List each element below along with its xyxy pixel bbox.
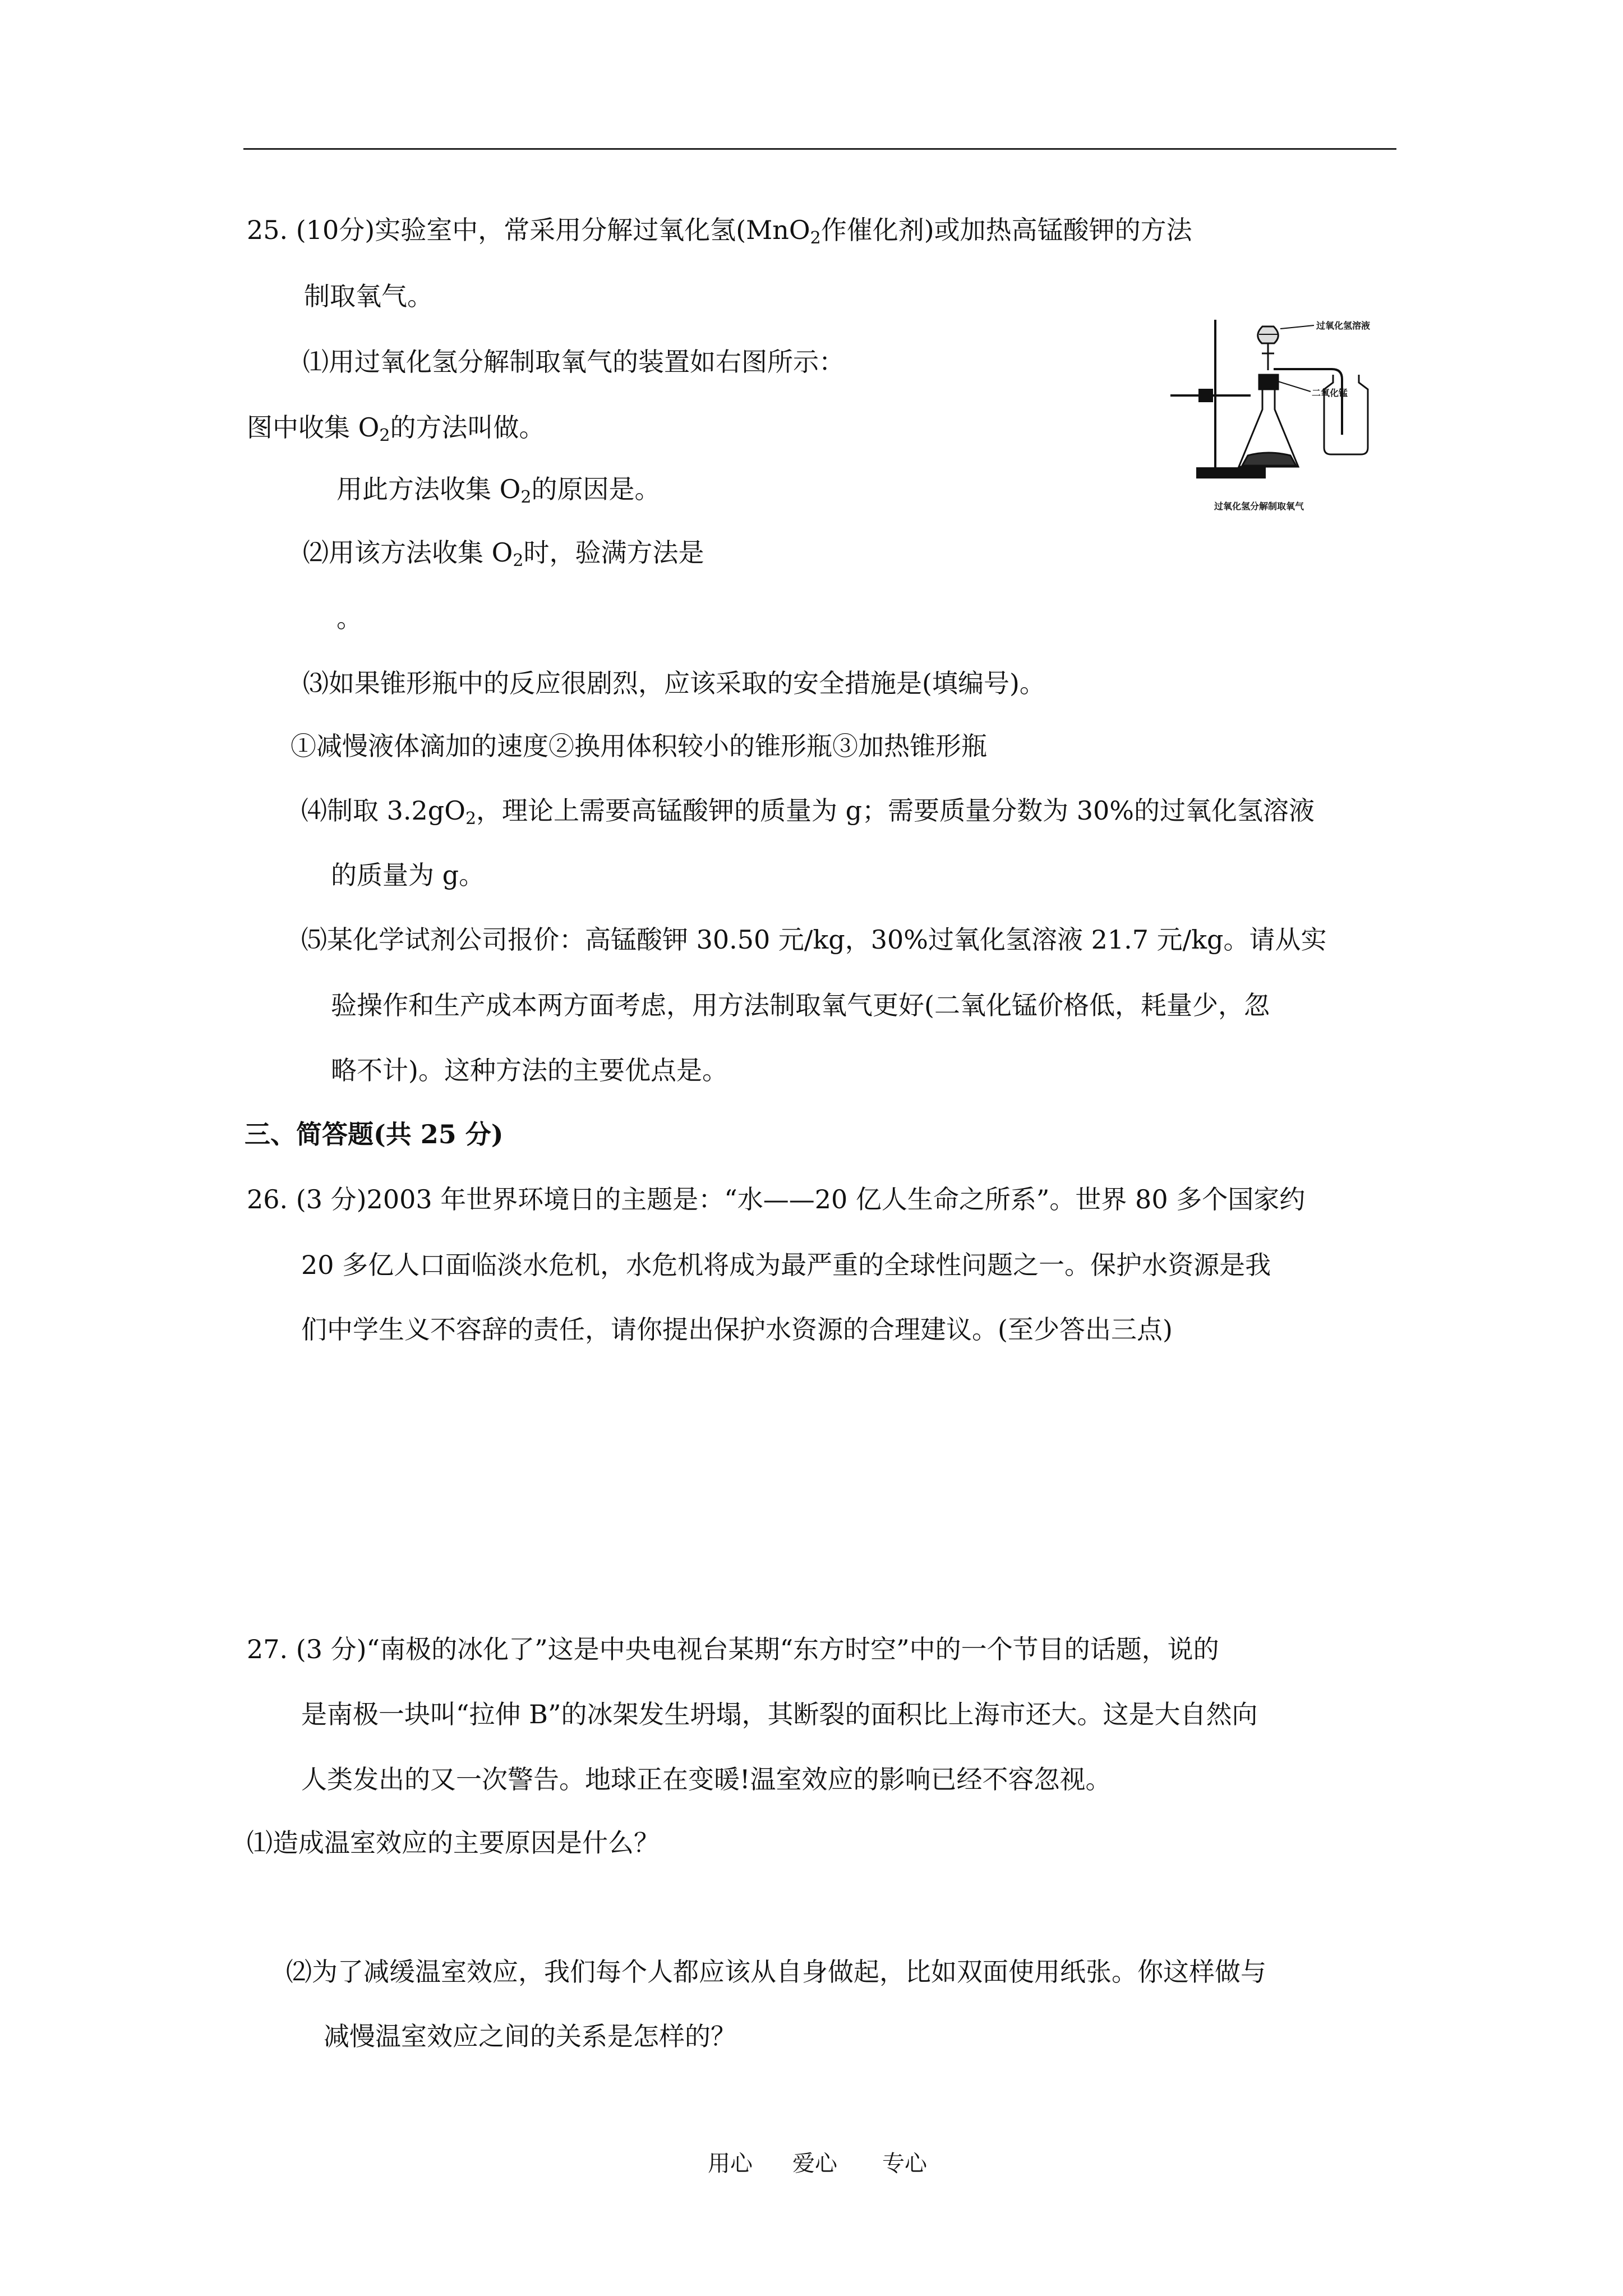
label-pointers (1278, 325, 1314, 392)
q27-part2-line-1: ⑵为了减缓温室效应，我们每个人都应该从自身做起，比如双面使用纸张。你这样做与 (286, 1957, 1266, 1987)
q25-part1-line-2: 图中收集 $O_2$的方法叫做。 (247, 412, 545, 445)
q25-part3-line-2: ①减慢液体滴加的速度②换用体积较小的锥形瓶③加热锥形瓶 (291, 731, 987, 761)
figure-label-mno2: 二氧化锰 (1312, 388, 1348, 398)
q27-line-3: 人类发出的又一次警告。地球正在变暖!温室效应的影响已经不容忽视。 (301, 1764, 1112, 1795)
figure-caption: 过氧化氢分解制取氧气 (1214, 501, 1304, 512)
q27-part1: ⑴造成温室效应的主要原因是什么？ (247, 1828, 660, 1858)
q25-part2-line-1: ⑵用该方法收集 $O_2$时，验满方法是 (303, 537, 704, 570)
q25-part2-line-2: 。 (336, 603, 362, 633)
q25-part5-line-1: ⑸某化学试剂公司报价：高锰酸钾 30.50 元/kg，30%过氧化氢溶液 21.7 元/kg。请从实 (301, 924, 1327, 955)
q25-part1-line-3: 用此方法收集 $O_2$的原因是。 (336, 474, 661, 507)
q26-line-2: 20 多亿人口面临淡水危机，水危机将成为最严重的全球性问题之一。保护水资源是我 (301, 1250, 1271, 1280)
conical-flask (1239, 375, 1298, 467)
separatory-funnel (1258, 326, 1279, 370)
q25-part4-line-1: ⑷制取 $3.2gO_2$，理论上需要高锰酸钾的质量为 g；需要质量分数为 30%的过氧化氢溶液 (301, 795, 1315, 829)
figure-label-h2o2: 过氧化氢溶液 (1316, 320, 1371, 331)
q25-line-1: 25. (10分)实验室中，常采用分解过氧化氢(MnO$_2$作催化剂)或加热高锰酸钾的方法 (247, 215, 1192, 248)
header-rule (243, 148, 1396, 150)
delivery-tube (1274, 369, 1342, 435)
q25-line-2: 制取氧气。 (304, 281, 433, 311)
oxygen-apparatus-figure (1164, 303, 1410, 522)
q27-line-1: 27. (3 分)“南极的冰化了”这是中央电视台某期“东方时空”中的一个节目的话题，说的 (247, 1634, 1219, 1664)
footer-text-3: 专心 (882, 2151, 927, 2177)
q25-part5-line-3: 略不计)。这种方法的主要优点是。 (331, 1055, 728, 1085)
q25-part5-line-2: 验操作和生产成本两方面考虑，用方法制取氧气更好(二氧化锰价格低，耗量少，忽 (331, 990, 1270, 1020)
footer-text-1: 用心 (708, 2151, 753, 2177)
footer-text-2: 爱心 (792, 2151, 837, 2177)
q25-part4-line-2: 的质量为 g。 (331, 860, 485, 890)
q25-part1-line-1: ⑴用过氧化氢分解制取氧气的装置如右图所示： (303, 347, 845, 377)
q27-part2-line-2: 减慢温室效应之间的关系是怎样的？ (324, 2021, 736, 2051)
gas-collecting-bottle (1324, 375, 1368, 454)
q27-line-2: 是南极一块叫“拉伸 B”的冰架发生坍塌，其断裂的面积比上海市还大。这是大自然向 (301, 1699, 1258, 1729)
q26-line-1: 26. (3 分)2003 年世界环境日的主题是：“水——20 亿人生命之所系”。世界 80 多个国家约 (247, 1184, 1306, 1214)
iron-stand (1170, 320, 1265, 477)
section-3-heading: 三、简答题(共 25 分) (245, 1119, 504, 1149)
q25-part3-line-1: ⑶如果锥形瓶中的反应很剧烈，应该采取的安全措施是(填编号)。 (303, 668, 1045, 698)
q26-line-3: 们中学生义不容辞的责任，请你提出保护水资源的合理建议。(至少答出三点) (301, 1314, 1173, 1345)
